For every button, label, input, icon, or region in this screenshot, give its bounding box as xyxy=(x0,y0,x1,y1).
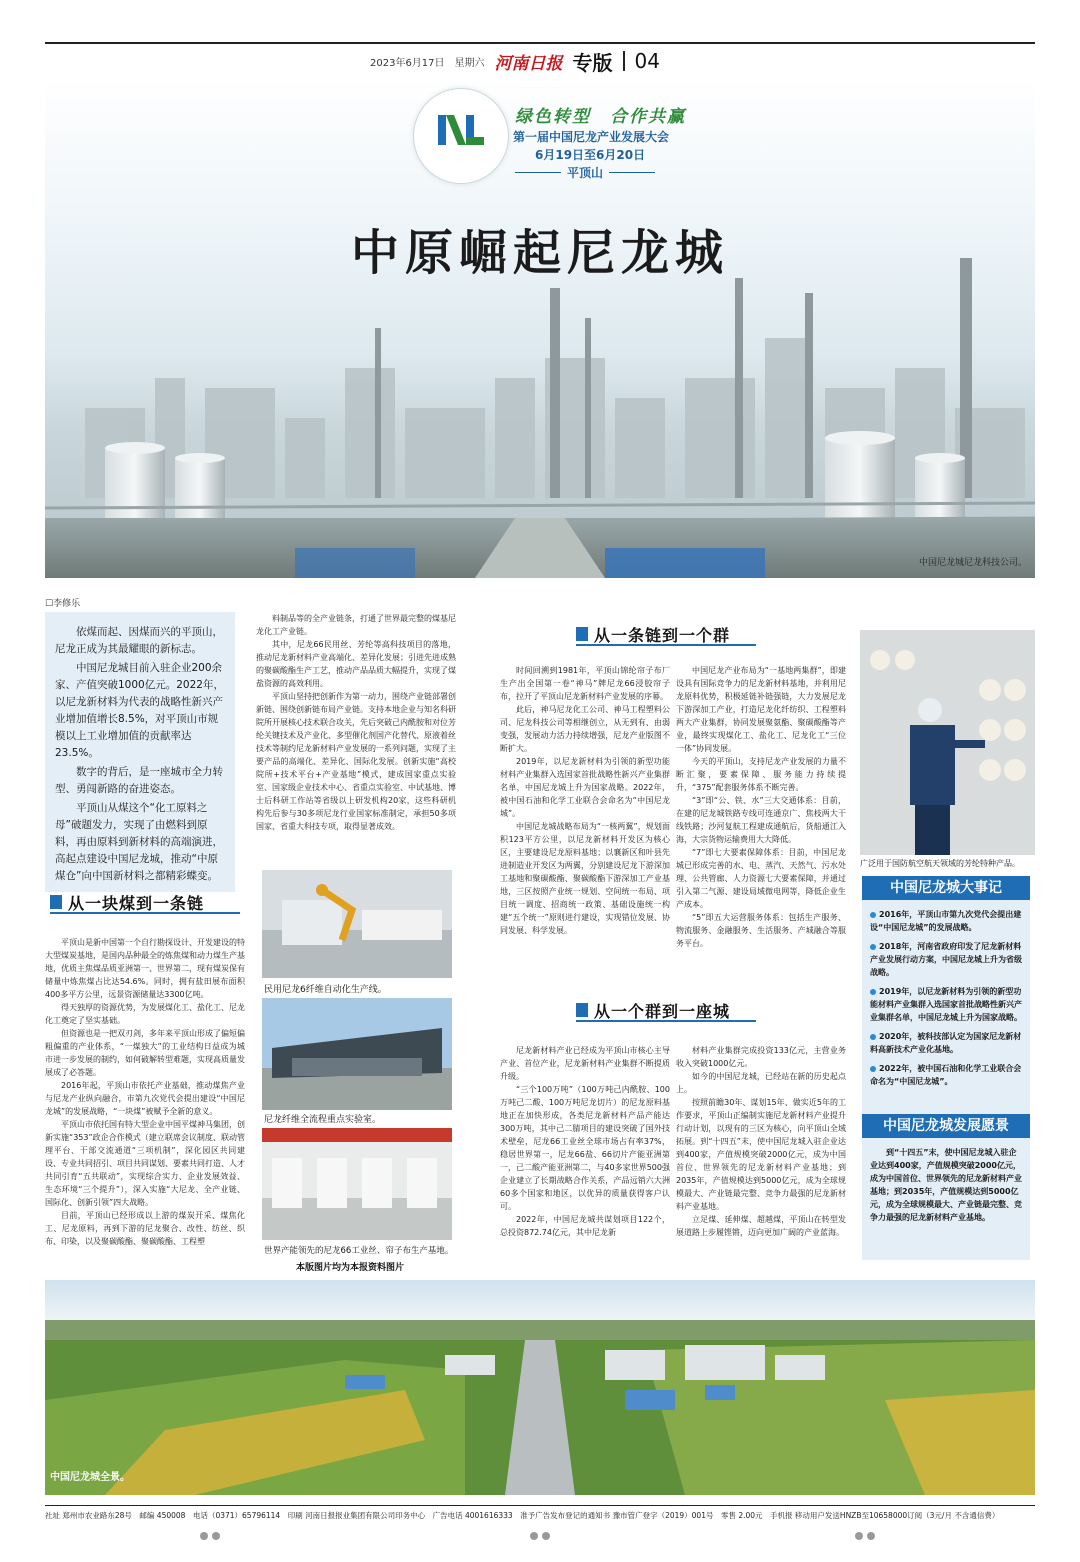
section-title: 从一块煤到一条链 xyxy=(68,893,205,913)
newspaper-logo: 河南日报 xyxy=(494,53,563,74)
article-paragraph: 此后，神马尼龙化工公司、神马工程塑料公司、尼龙科技公司等相继创立，从无到有、由弱变强，发展动力活力持续增强，尼龙产业版图不断扩大。 xyxy=(500,705,670,753)
byline: ☐李修乐 xyxy=(45,599,81,609)
register-marks xyxy=(855,1532,875,1540)
photo-production-line xyxy=(262,870,452,978)
vision-box xyxy=(862,1138,1030,1260)
register-marks xyxy=(200,1532,220,1540)
section-header-city xyxy=(576,1000,756,1022)
section-header-chain xyxy=(576,624,756,646)
photo-tire-cord-base xyxy=(262,1128,452,1240)
issue-date: 2023年6月17日 星期六 xyxy=(370,57,485,69)
panorama-photo xyxy=(45,1280,1035,1495)
events-list xyxy=(862,900,1030,1128)
photo-laboratory xyxy=(262,998,452,1110)
article-paragraph: 得天独厚的资源优势，为发展煤化工、盐化工、尼龙化工奠定了坚实基础。 xyxy=(45,1003,245,1025)
article-paragraph: 按照前瞻30年、谋划15年、做实近5年的工作要求，平顶山正编制实施尼龙新材料产业提升行动计划，以现有的三区为核心，向平顶山全域拓展。到“十四五”末，使中国尼龙城入驻企业达到400家，产值规模突破2000亿元，成为中国首位、世界领先的尼龙新材料产业基地；到2035年，产值规模达到5000亿元，成为全球规模最大、产业链最完整、竞争力最强的尼龙新材料产业基地。 xyxy=(676,1098,846,1211)
article-paragraph: 中国尼龙产业布局为“一基地两集群”，即建设具有国际竞争力的尼龙新材料基地，并利用尼龙原料优势，积极延链补链强链，大力发展尼龙下游深加工产业，打造尼龙化纤纺织、工程塑料两大产业集群，协同发展聚氨酯、聚碳酸酯等产业，最终实现煤化工、盐化工、尼龙化工“三位一体”协同发展。 xyxy=(676,666,846,753)
bullet-icon xyxy=(870,989,876,995)
section-marker-icon xyxy=(50,895,62,909)
article-paragraph: 如今的中国尼龙城，已经站在新的历史起点上。 xyxy=(676,1072,846,1094)
article-paragraph: 立足煤、延伸煤、超越煤，平顶山在转型发展道路上步履铿锵，迈向更加广阔的产业蓝海。 xyxy=(676,1215,846,1237)
article-paragraph: “5”即五大运营服务体系：包括生产服务、物流服务、金融服务、生活服务、产城融合等服务平台。 xyxy=(676,913,846,948)
article-paragraph: 材料产业集群完成投资133亿元，主营业务收入突破1000亿元。 xyxy=(676,1046,846,1068)
event-item: 2016年，平顶山市第九次党代会提出建设“中国尼龙城”的发展战略。 xyxy=(870,910,1022,932)
event-item: 2020年，被科技部认定为国家尼龙新材料高新技术产业化基地。 xyxy=(870,1032,1022,1054)
production-line-image xyxy=(262,870,452,978)
lead-paragraph: 依煤而起、因煤而兴的平顶山，尼龙正成为其最耀眼的新标志。 xyxy=(55,626,223,655)
article-paragraph: 平顶山是新中国第一个自行勘探设计、开发建设的特大型煤炭基地，是国内品种最全的炼焦煤和动力煤生产基地，优质主焦煤品质亚洲第一、世界第二，现有煤炭保有储量中炼焦煤占比达54.6%。同时，拥有盐田展布面积400多平方公里，远景资源储量达3300亿吨。 xyxy=(45,938,245,999)
section-title: 从一条链到一个群 xyxy=(594,625,731,645)
conference-slogan: 绿色转型 合作共赢 xyxy=(515,107,686,127)
masthead-rule xyxy=(45,42,1035,44)
page-title: 中原崛起尼龙城 xyxy=(350,225,729,281)
article-paragraph: “3”即“公、铁、水”三大交通体系：目前，在建的尼龙城铁路专线可连通京广、焦枝两大干线铁路；沙河复航工程建成通航后，货船通江入海，大宗货物运输费用大大降低。 xyxy=(676,796,846,844)
photo-caption: 民用尼龙6纤维自动化生产线。 xyxy=(264,985,387,995)
article-paragraph: 其中，尼龙66民用丝、芳纶等高科技项目的落地，推动尼龙新材料产业高端化、差异化发展；引进先进成熟的聚碳酸酯生产工艺，推动产品品质大幅提升，实现了煤盐资源的高效利用。 xyxy=(256,640,456,688)
photo-aramid-worker xyxy=(860,630,1035,855)
vision-title: 中国尼龙城发展愿景 xyxy=(862,1114,1030,1138)
article-column xyxy=(676,1044,846,1239)
lead-box xyxy=(45,612,235,892)
lead-paragraph: 数字的背后，是一座城市全力转型、勇闯新路的奋进姿态。 xyxy=(55,766,223,795)
vision-sidebar xyxy=(862,1114,1030,1260)
article-column xyxy=(676,664,846,950)
laboratory-building-image xyxy=(262,998,452,1110)
conference-logo xyxy=(413,88,509,184)
article-paragraph: 平顶山市依托国有特大型企业中国平煤神马集团，创新实施“353”政企合作模式（建立联席会议制度、联动管理平台、干部交流通道“三项机制”，深化园区共同建设、专业共同招引、项目共同谋划、要素共同打造、人才共同引育“五共联动”，实现综合实力、企业发展效益、生态环境“三个提升”），深入实施“大尼龙、全产业链、国际化、创新引领”四大战略。 xyxy=(45,1120,245,1207)
article-paragraph: 今天的平顶山，支持尼龙产业发展的力量不断汇聚，要素保障、服务能力持续提升，“375”配套服务体系不断完善。 xyxy=(676,757,846,792)
article-paragraph: “三个100万吨”（100万吨己内酰胺、100万吨己二酸、100万吨尼龙切片）的尼龙原料基地正在加快形成，各类尼龙新材料产品产能达300万吨，其中己二腈项目的建设突破了国外技术壁垒，尼龙66工业丝全球市场占有率37%，稳居世界第一，尼龙66盐、66切片产能亚洲第一，己二酸产能亚洲第二，与40多家世界500强企业建立了长期战略合作关系，产品远销六大洲60多个国家和地区，以优异的质量获得客户认可。 xyxy=(500,1085,670,1211)
article-paragraph: “7”即七大要素保障体系：目前，中国尼龙城已形成完善的水、电、蒸汽、天然气、污水处理、公共管廊、人力资源七大要素保障，并通过引入第二气源、建设局域微电网等，降低企业生产成本。 xyxy=(676,848,846,909)
worker-image xyxy=(860,630,1035,855)
section-marker-icon xyxy=(576,627,588,641)
section-label: 专版 xyxy=(572,50,613,75)
conference-city xyxy=(515,164,655,181)
masthead-divider xyxy=(623,51,625,71)
conference-dates: 6月19日至6月20日 xyxy=(535,148,646,162)
footer-rule xyxy=(45,1505,1035,1506)
section-title: 从一个群到一座城 xyxy=(594,1001,731,1021)
hero-banner xyxy=(45,78,1035,578)
article-paragraph: 但资源也是一把双刃剑，多年来平顶山形成了偏短偏粗偏重的产业体系，“一煤独大”的工业结构日益成为城市进一步发展的制约，如何破解转型难题，实现高质量发展成了必答题。 xyxy=(45,1029,245,1077)
bullet-icon xyxy=(870,912,876,918)
photo-caption: 广泛用于国防航空航天领域的芳纶特种产品。 xyxy=(860,859,1020,868)
lead-paragraph: 中国尼龙城目前入驻企业200余家、产值突破1000亿元。2022年，以尼龙新材料为代表的战略性新兴产业增加值增长8.5%，对平顶山市规模以上工业增加值的贡献率达23.5%。 xyxy=(55,662,224,759)
nl-logo-icon xyxy=(432,109,492,149)
section-marker-icon xyxy=(576,1003,588,1017)
bullet-icon xyxy=(870,1066,876,1072)
article-paragraph: 2019年，以尼龙新材料为引领的新型功能材料产业集群入选国家首批战略性新兴产业集群名单，中国尼龙城上升为国家战略。2022年，被中国石油和化学工业联合会命名为“中国尼龙城”。 xyxy=(500,757,670,818)
article-paragraph: 平顶山坚持把创新作为第一动力，围绕产业链部署创新链、围绕创新链布局产业链。支持本地企业与知名科研院所开展核心技术联合攻关，先后突破己内酰胺和对位芳纶关键技术及产业化、多型催化剂国产化替代、原液着丝技术等制约尼龙新材料产业发展的一系列问题，实现了主要产品的高端化、差异化、国际化发展。创新实施“高校院所+技术平台+产业基地”模式，建成国家重点实验室、国家级企业技术中心、省重点实验室、中试基地、博士后科研工作站等省级以上研发机构20家，这些科研机构先后参与30多项尼龙行业国家标准制定，承担50多项国家、省重大科技专项，取得显著成效。 xyxy=(256,692,456,831)
article-paragraph: 尼龙新材料产业已经成为平顶山市核心主导产业、首位产业，尼龙新材料产业集群不断提质升级。 xyxy=(500,1046,670,1081)
event-item: 2019年，以尼龙新材料为引领的新型功能材料产业集群入选国家首批战略性新兴产业集群名单，中国尼龙城上升为国家战略。 xyxy=(870,987,1022,1022)
events-title: 中国尼龙城大事记 xyxy=(862,876,1030,900)
article-paragraph: 2016年起，平顶山市依托产业基础，推动煤焦产业与尼龙产业纵向融合，市第九次党代会提出建设“中国尼龙城”的发展战略，“一块煤”被赋予全新的意义。 xyxy=(45,1081,245,1116)
city-label: 平顶山 xyxy=(567,166,604,180)
bullet-icon xyxy=(870,1034,876,1040)
photo-credit: 本版图片均为本报资料图片 xyxy=(296,1263,405,1273)
conference-name: 第一届中国尼龙产业发展大会 xyxy=(513,130,670,144)
event-item: 2022年，被中国石油和化学工业联合会命名为“中国尼龙城”。 xyxy=(870,1064,1022,1086)
article-column xyxy=(45,936,245,1248)
photo-caption: 世界产能领先的尼龙66工业丝、帘子布生产基地。 xyxy=(264,1246,454,1256)
factory-floor-image xyxy=(262,1128,452,1240)
event-item: 2018年，河南省政府印发了尼龙新材料产业发展行动方案，中国尼龙城上升为省级战略。 xyxy=(870,942,1022,977)
article-paragraph: 目前，平顶山已经形成以上游的煤炭开采、煤焦化工、尼龙原料，再到下游的尼龙聚合、改性、纺丝、织布、印染，以及聚碳酸酯、聚碳酸酯、工程塑 xyxy=(45,1211,245,1246)
article-column xyxy=(500,1044,670,1239)
footer-info: 社址 郑州市农业路东28号 邮编 450008 电话（0371）65796114 印刷 河南日报报业集团有限公司印务中心 广告电话 4001616333 准予广告发布登记的通知书 豫市管广登字（2019）001号 零售 2.00元 手机报 移动用户发送HNZB至10658000订阅（3元/月 不含通信费） xyxy=(45,1511,1000,1520)
lead-paragraph: 平顶山从煤这个“化工原料之母”破题发力，实现了由燃料到原料，再由原料到新材料的高端演进，高起点建设中国尼龙城，推动“中原煤仓”向中国新材料之都精彩蝶变。 xyxy=(55,802,223,882)
article-column xyxy=(500,664,670,937)
article-paragraph: 料制品等的全产业链条，打通了世界最完整的煤基尼龙化工产业链。 xyxy=(256,614,456,636)
vision-text: 到“十四五”末，使中国尼龙城入驻企业达到400家，产值规模突破2000亿元，成为中国首位、世界领先的尼龙新材料产业基地；到2035年，产值规模达到5000亿元，成为全球规模最大、产业链最完整、竞争力最强的尼龙新材料产业基地。 xyxy=(870,1148,1022,1222)
aerial-panorama-image xyxy=(45,1280,1035,1495)
article-paragraph: 时间回溯到1981年，平顶山锦纶帘子布厂生产出全国第一卷“神马”牌尼龙66浸胶帘子布，拉开了平顶山尼龙新材料产业发展的序幕。 xyxy=(500,666,670,701)
article-paragraph: 2022年，中国尼龙城共谋划项目122个，总投资872.74亿元，其中尼龙新 xyxy=(500,1215,670,1237)
panorama-caption: 中国尼龙城全景。 xyxy=(50,1472,130,1483)
masthead xyxy=(370,49,710,75)
section-header-coal xyxy=(50,892,240,914)
article-column xyxy=(256,612,456,833)
page-number: 04 xyxy=(634,49,660,73)
article-paragraph: 中国尼龙城战略布局为“一核两翼”，规划面积123平方公里，以尼龙新材料开发区为核心区，主要建设尼龙原料基地；以襄新区和叶县先进制造业开发区为两翼，分别建设尼龙下游深加工基地和聚碳酸酯、聚碳酸酯下游深加工产业基地，三区按照产业统一规划、空间统一布局、项目统一调度、招商统一政策、基础设施统一构建“五个统一”原则进行建设，实现错位发展、协同发展、科学发展。 xyxy=(500,822,670,935)
photo-caption: 尼龙纤维全流程重点实验室。 xyxy=(264,1115,382,1125)
bullet-icon xyxy=(870,944,876,950)
hero-caption: 中国尼龙城尼龙科技公司。 xyxy=(918,558,1027,568)
events-sidebar xyxy=(862,876,1030,1128)
register-marks xyxy=(530,1532,550,1540)
